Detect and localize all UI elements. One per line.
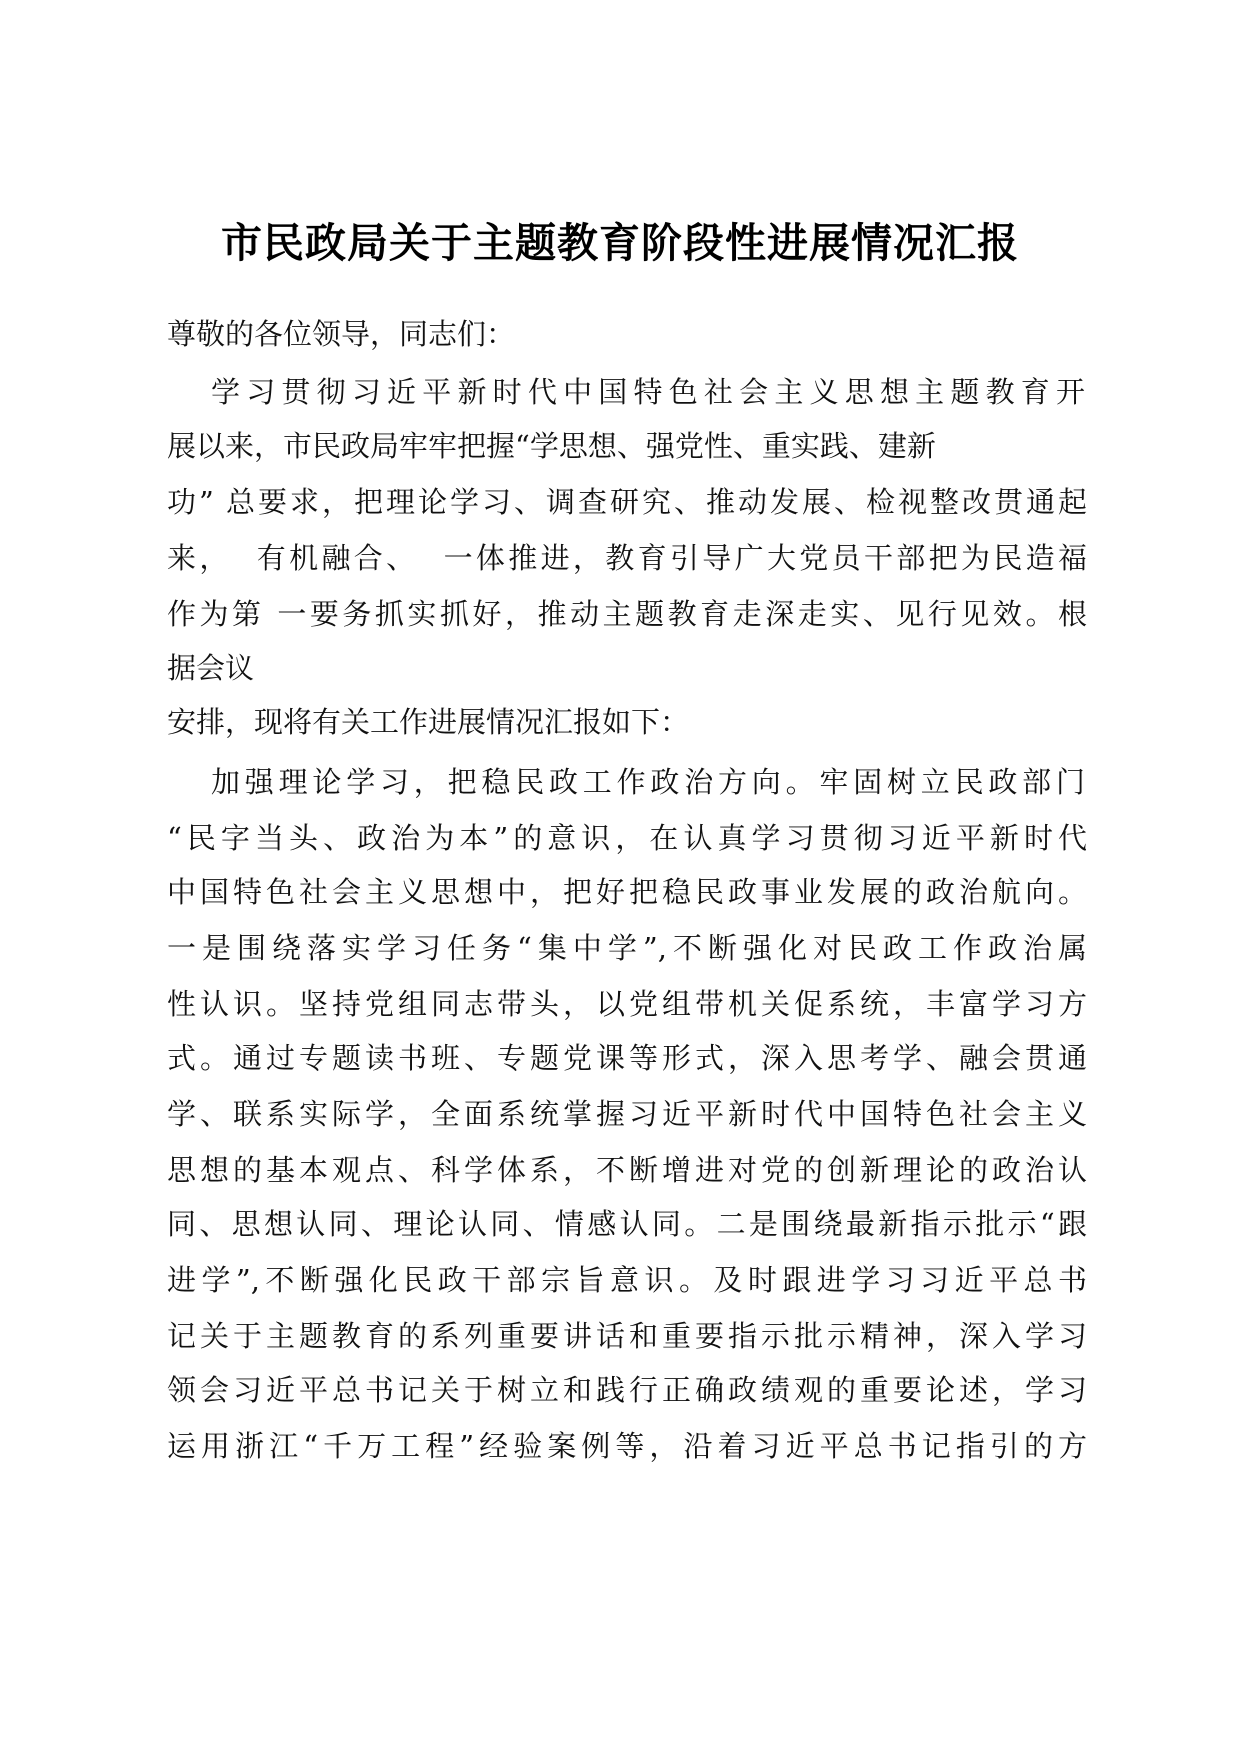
body-line: 运用浙江“千万工程”经验案例等，沿着习近平总书记指引的方 (167, 1429, 1087, 1463)
body-line: 进学”,不断强化民政干部宗旨意识。及时跟进学习习近平总书 (167, 1263, 1087, 1297)
body-line: 加强理论学习，把稳民政工作政治方向。牢固树立民政部门 (211, 765, 1085, 799)
body-line: 作为第 一要务抓实抓好，推动主题教育走深走实、见行见效。根 (167, 597, 1087, 631)
body-line: 同、思想认同、理论认同、情感认同。二是围绕最新指示批示“跟 (167, 1207, 1087, 1241)
body-line: 领会习近平总书记关于树立和践行正确政绩观的重要论述，学习 (167, 1373, 1087, 1407)
body-line: 一是围绕落实学习任务“集中学”,不断强化对民政工作政治属 (167, 931, 1087, 965)
body-line: “民字当头、政治为本”的意识，在认真学习贯彻习近平新时代 (167, 821, 1087, 855)
body-line: 学、联系实际学，全面系统掌握习近平新时代中国特色社会主义 (167, 1097, 1087, 1131)
body-line: 思想的基本观点、科学体系，不断增进对党的创新理论的政治认 (167, 1153, 1087, 1187)
body-line: 展以来，市民政局牢牢把握“学思想、强党性、重实践、建新 (167, 429, 936, 463)
body-line: 学习贯彻习近平新时代中国特色社会主义思想主题教育开 (211, 375, 1085, 409)
salutation: 尊敬的各位领导，同志们： (167, 317, 516, 351)
body-line: 式。通过专题读书班、专题党课等形式，深入思考学、融会贯通 (167, 1041, 1087, 1075)
body-line: 记关于主题教育的系列重要讲话和重要指示批示精神，深入学习 (167, 1319, 1087, 1353)
body-line: 中国特色社会主义思想中，把好把稳民政事业发展的政治航向。 (167, 875, 1087, 909)
body-line: 安排，现将有关工作进展情况汇报如下： (167, 705, 690, 739)
body-line: 性认识。坚持党组同志带头，以党组带机关促系统，丰富学习方 (167, 987, 1087, 1021)
body-line: 来， 有机融合、 一体推进，教育引导广大党员干部把为民造福 (167, 541, 1087, 575)
document-title: 市民政局关于主题教育阶段性进展情况汇报 (221, 219, 1019, 267)
body-line: 功” 总要求，把理论学习、调查研究、推动发展、检视整改贯通起 (167, 485, 1087, 519)
body-line: 据会议 (167, 651, 255, 685)
